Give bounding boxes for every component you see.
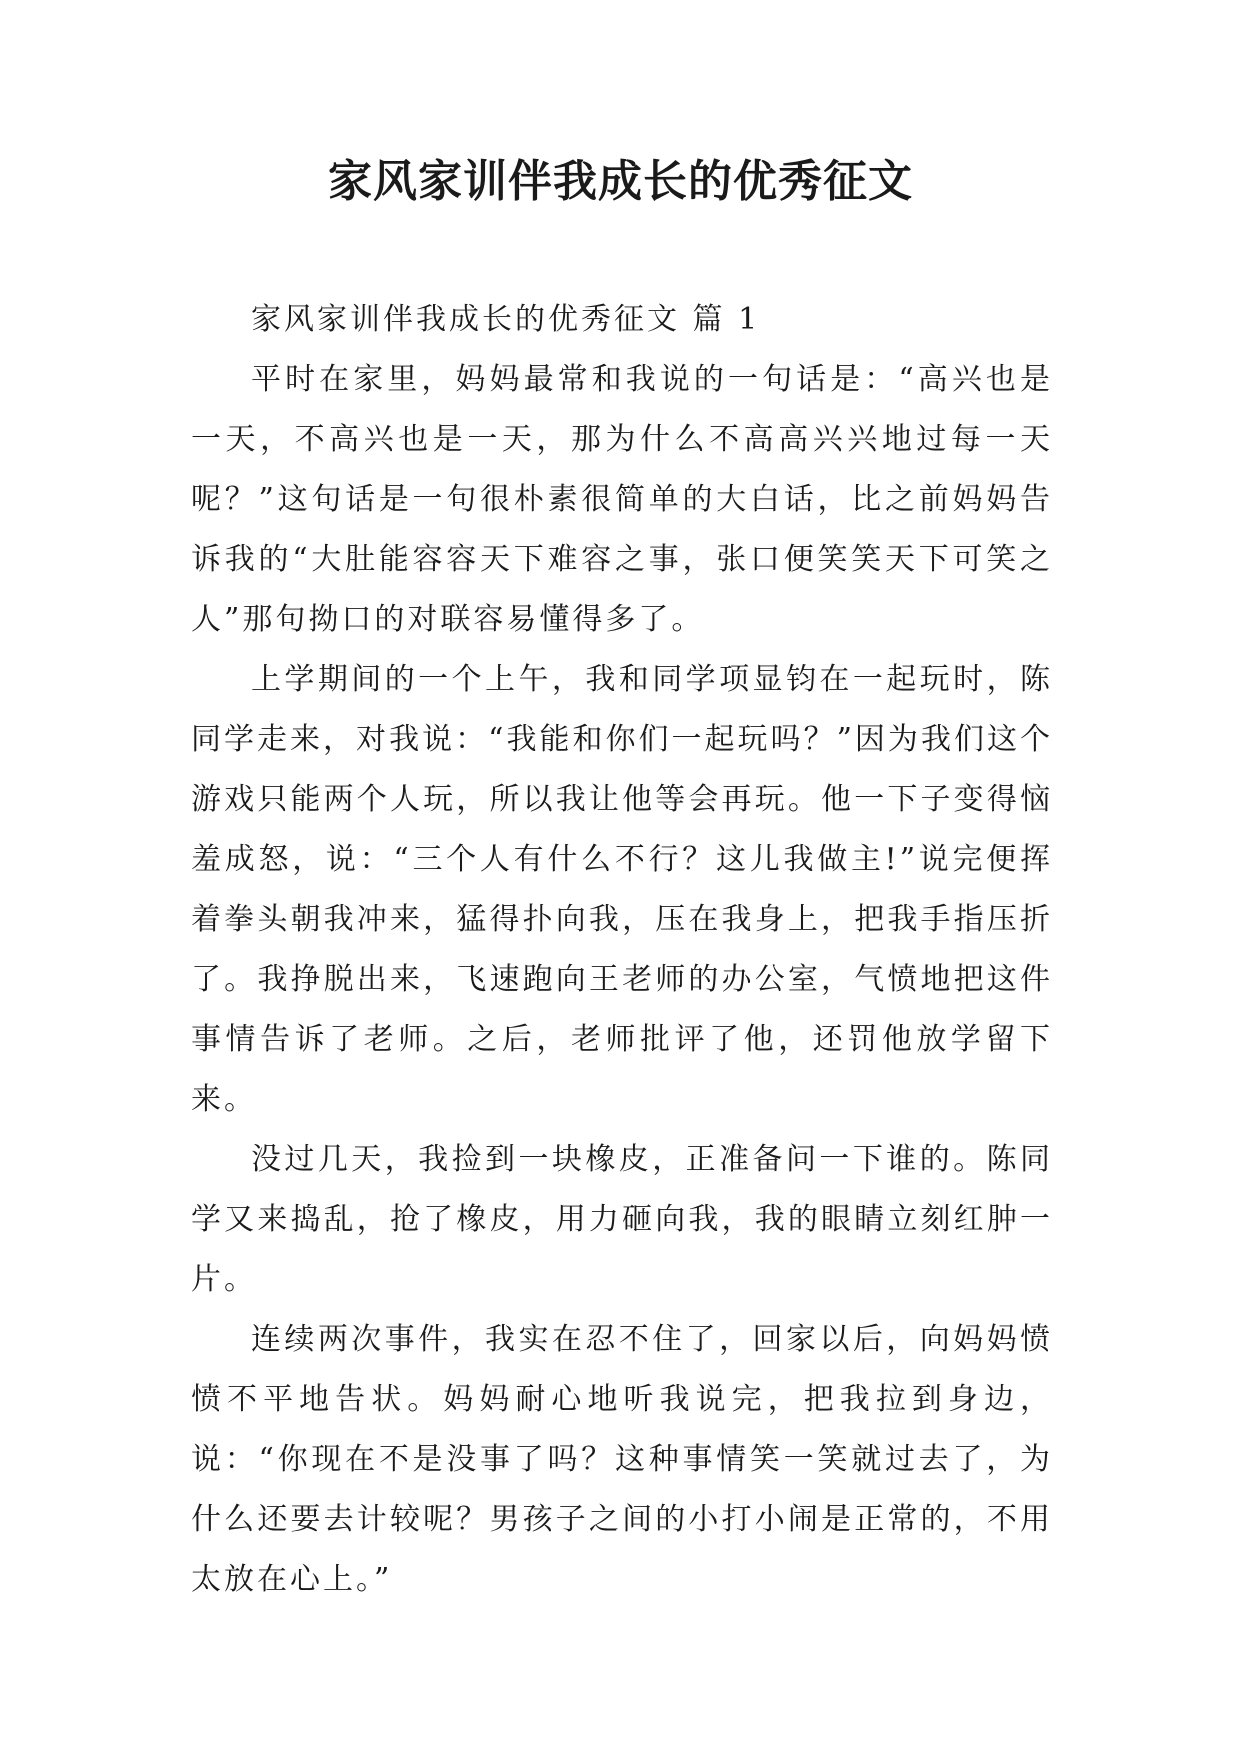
paragraph: 上学期间的一个上午，我和同学项显钧在一起玩时，陈同学走来，对我说：“我能和你们一起玩吗？”因为我们这个游戏只能两个人玩，所以我让他等会再玩。他一下子变得恼羞成怒，说：“三个人有什么不行？这儿我做主!”说完便挥着拳头朝我冲来，猛得扑向我，压在我身上，把我手指压折了。我挣脱出来，飞速跑向王老师的办公室，气愤地把这件事情告诉了老师。之后，老师批评了他，还罚他放学留下来。: [191, 662, 1053, 1117]
section-heading: 家风家训伴我成长的优秀征文 篇 1: [251, 302, 761, 337]
paragraph: 没过几天，我捡到一块橡皮，正准备问一下谁的。陈同学又来捣乱，抢了橡皮，用力砸向我，我的眼睛立刻红肿一片。: [191, 1142, 1053, 1297]
paragraph: 平时在家里，妈妈最常和我说的一句话是：“高兴也是一天，不高兴也是一天，那为什么不高高兴兴地过每一天呢？”这句话是一句很朴素很简单的大白话，比之前妈妈告诉我的“大肚能容容天下难容之事，张口便笑笑天下可笑之人”那句拗口的对联容易懂得多了。: [191, 362, 1053, 637]
document-title: 家风家训伴我成长的优秀征文: [328, 156, 913, 207]
paragraph: 连续两次事件，我实在忍不住了，回家以后，向妈妈愤愤不平地告状。妈妈耐心地听我说完，把我拉到身边，说：“你现在不是没事了吗？这种事情笑一笑就过去了，为什么还要去计较呢？男孩子之间的小打小闹是正常的，不用太放在心上。”: [191, 1322, 1053, 1597]
document-body: [191, 290, 1053, 1610]
